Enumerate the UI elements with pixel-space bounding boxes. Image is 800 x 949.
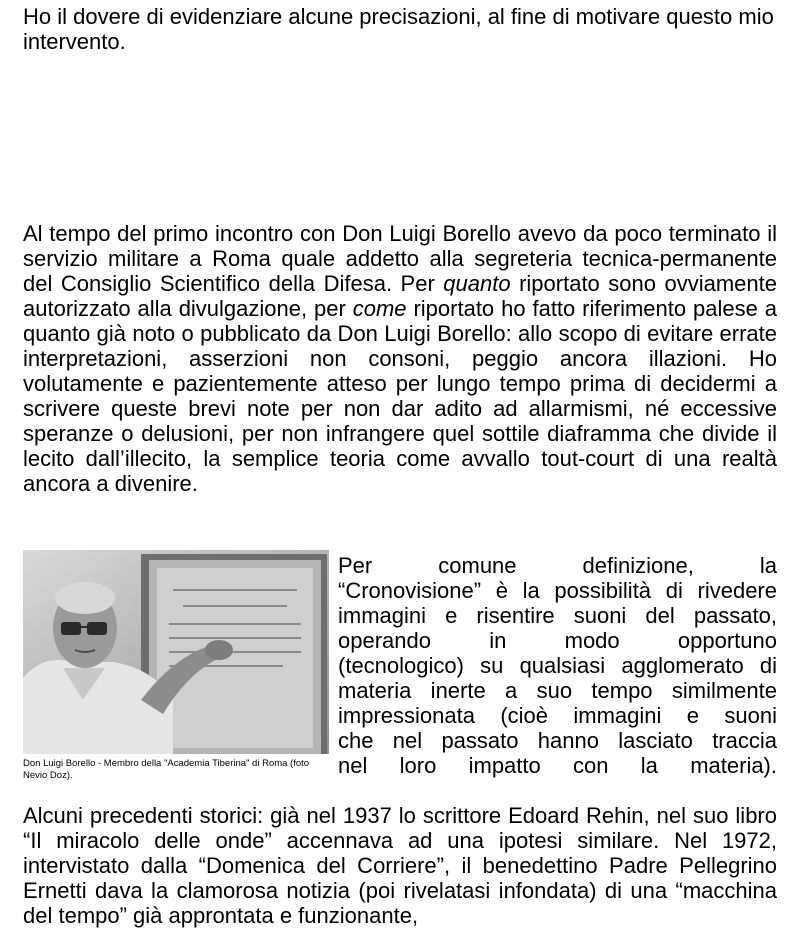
- side-line: impressionata (cioè immagini e suoni: [338, 703, 777, 728]
- main-text-part3: riportato ho fatto riferimento palese a quanto già noto o pubblicato da Don Luigi Borello: allo scopo di evitare errate interpretazioni, asserzioni non consoni, peggio ancora illazioni. Ho volutamente e pazientemente atteso per lungo tempo prima di decidermi a scrivere queste brevi note per non dar adito ad allarmismi, né eccessive speranze o delusioni, per non infrangere quel sottile diaframma che divide il lecito dall’illecito, la semplice teoria come avvallo tout-court di una realtà ancora a divenire.: [23, 296, 777, 496]
- emphasis-quanto: quanto: [443, 271, 511, 296]
- main-text-part2: riportato sono ovviamente autorizzato alla divulgazione, per: [23, 271, 777, 321]
- side-line: operando in modo opportuno: [338, 628, 777, 653]
- side-line: materia inerte a suo tempo similmente: [338, 678, 777, 703]
- after-paragraph: Alcuni precedenti storici: già nel 1937 lo scrittore Edoard Rehin, nel suo libro “Il miracolo delle onde” accennava ad una ipotesi similare. Nel 1972, intervistato dalla “Domenica del Corriere”, il benedettino Padre Pellegrino Ernetti dava la clamorosa notizia (poi rivelatasi infondata) di una “macchina del tempo” già approntata e funzionante,: [23, 803, 777, 928]
- photo-caption: Don Luigi Borello - Membro della "Academia Tiberina" di Roma (foto Nevio Doz).: [23, 758, 310, 781]
- photo-don-luigi-borello: [23, 550, 329, 754]
- photo-illustration: [23, 550, 329, 754]
- photo-figure: [23, 550, 329, 790]
- side-line: nel loro impatto con la materia).: [338, 753, 777, 778]
- side-line: Per comune definizione, la: [338, 553, 777, 578]
- side-line: “Cronovisione” è la possibilità di rivedere: [338, 578, 777, 603]
- side-line: immagini e risentire suoni del passato,: [338, 603, 777, 628]
- main-text-part1: Al tempo del primo incontro con Don Luigi Borello avevo da poco terminato il servizio militare a Roma quale addetto alla segreteria tecnica-permanente del Consiglio Scientifico della Difesa. Per: [23, 221, 777, 296]
- emphasis-come: come: [352, 296, 407, 321]
- main-paragraph: [23, 221, 777, 496]
- side-line: (tecnologico) su qualsiasi agglomerato di: [338, 653, 777, 678]
- side-paragraph: [338, 553, 777, 778]
- intro-paragraph: Ho il dovere di evidenziare alcune precisazioni, al fine di motivare questo mio intervento.: [23, 4, 774, 54]
- side-line: che nel passato hanno lasciato traccia: [338, 728, 777, 753]
